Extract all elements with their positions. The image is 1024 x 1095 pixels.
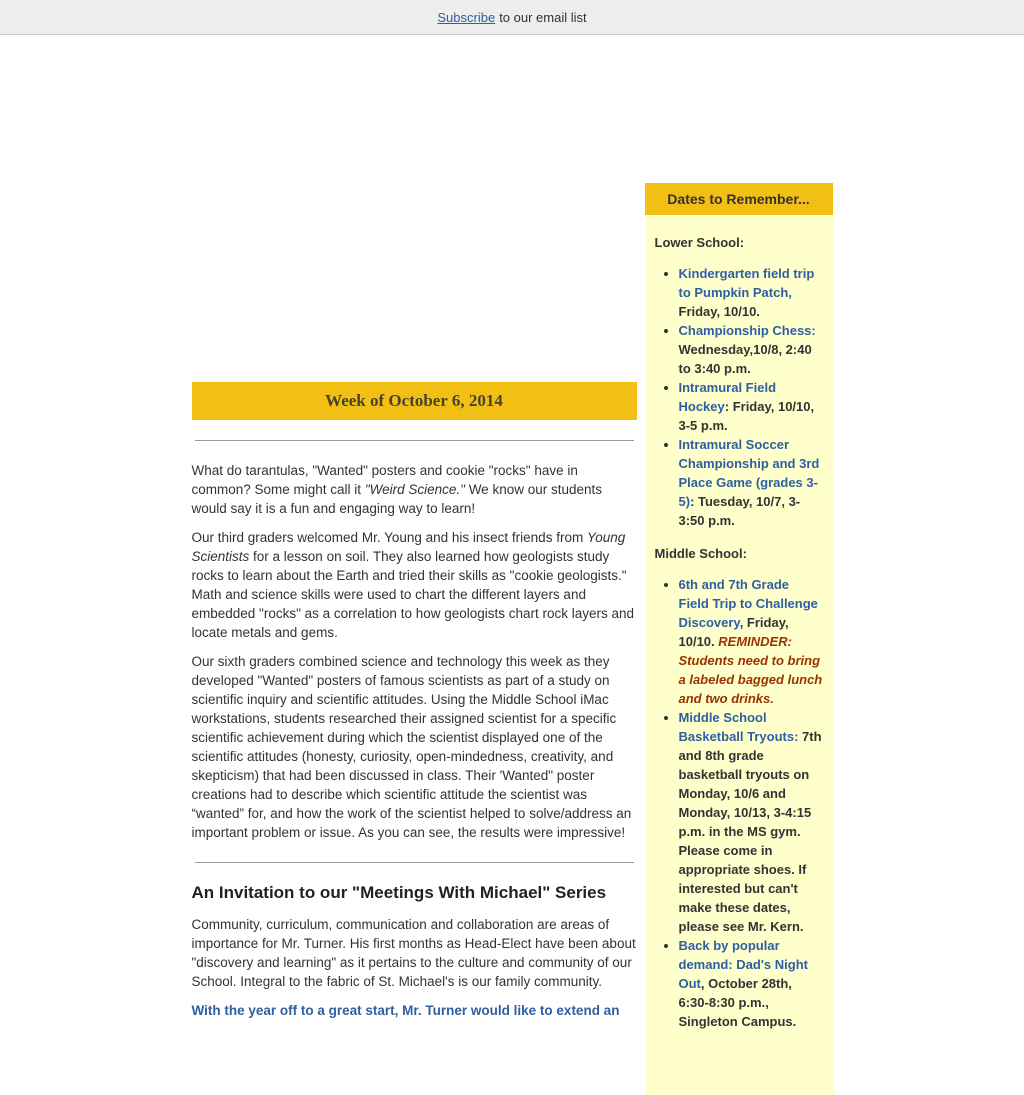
week-banner-title: Week of October 6, 2014 bbox=[325, 391, 503, 410]
event-link[interactable]: Kindergarten field trip to Pumpkin Patch, bbox=[678, 266, 815, 300]
paragraph-text: What do tarantulas, "Wanted" posters and cookie "rocks" have in common? Some might call it bbox=[191, 463, 578, 497]
paragraph-weird-science bbox=[192, 461, 637, 518]
paragraph-sixth-graders: Our sixth graders combined science and technology this week as they developed "Wanted" posters of famous scientists as part of a study on scientific inquiry and scientific attitudes. Using the Middle School iMac workstations, students researched their assigned scientist for a specific scientific achievement during which the scientist displayed one of the scientific attitudes (honesty, curiosity, open-mindedness, creativity, and skepticism) that had been discussed in class. Their 'Wanted" poster creations had to describe which scientific attitude the scientist was “wanted” for, and how the work of the scientist helped to solve/address an important problem or issue. As you can see, the results were impressive! bbox=[191, 654, 632, 840]
lower-school-list bbox=[655, 264, 823, 530]
event-detail: : Friday, 10/10, 3-5 p.m. bbox=[678, 399, 815, 433]
email-body bbox=[192, 35, 833, 1095]
paragraph-community: Community, curriculum, communication and collaboration are areas of importance for Mr. Turner. His first months as Head-Elect have been about "discovery and learning" as it pertains to the culture and community of our School. Integral to the fabric of St. Michael's is our family community. bbox=[191, 917, 636, 989]
event-item bbox=[679, 575, 823, 708]
paragraph-italic: Young Scientists bbox=[191, 530, 626, 564]
event-link[interactable]: 6th and 7th Grade Field Trip to Challenge Discovery bbox=[678, 577, 818, 630]
event-link[interactable]: Middle School Basketball Tryouts: bbox=[678, 710, 799, 744]
event-item bbox=[679, 435, 823, 530]
event-link[interactable]: Back by popular demand: Dad's Night Out bbox=[678, 938, 808, 991]
event-detail: , October 28th, 6:30-8:30 p.m., Singleton Campus. bbox=[678, 976, 797, 1029]
event-detail: , Friday, 10/10. bbox=[678, 615, 789, 649]
paragraph-italic: "Weird Science." bbox=[364, 482, 465, 497]
paragraph-third-graders bbox=[192, 528, 637, 642]
dates-header-title: Dates to Remember... bbox=[667, 191, 810, 207]
subscribe-text: to our email list bbox=[499, 9, 587, 25]
invitation-intro: With the year off to a great start, Mr. Turner would like to extend an bbox=[191, 1003, 620, 1018]
event-item bbox=[679, 936, 823, 1031]
event-detail: Wednesday,10/8, 2:40 to 3:40 p.m. bbox=[678, 342, 812, 376]
event-link[interactable]: Intramural Soccer Championship and 3rd Place Game (grades 3-5) bbox=[678, 437, 820, 509]
event-link[interactable]: Championship Chess: bbox=[678, 323, 816, 338]
subscribe-link[interactable]: Subscribe bbox=[437, 9, 496, 25]
sidebar bbox=[645, 35, 833, 1095]
dates-header bbox=[645, 183, 833, 215]
lower-school-heading: Lower School: bbox=[654, 235, 745, 250]
event-reminder: REMINDER: Students need to bring a labeled bagged lunch and two drinks. bbox=[678, 634, 823, 706]
event-detail: Friday, 10/10. bbox=[678, 304, 760, 319]
subscribe-bar bbox=[0, 0, 1024, 35]
paragraph-text: Our third graders welcomed Mr. Young and his insect friends from bbox=[191, 530, 587, 545]
middle-school-heading: Middle School: bbox=[654, 546, 747, 561]
middle-school-list bbox=[655, 575, 823, 1031]
event-link[interactable]: Intramural Field Hockey bbox=[678, 380, 777, 414]
event-detail: : Tuesday, 10/7, 3-3:50 p.m. bbox=[678, 494, 801, 528]
event-item bbox=[679, 708, 823, 936]
week-banner bbox=[192, 382, 637, 420]
paragraph-text: We know our students would say it is a fun and engaging way to learn! bbox=[191, 482, 603, 516]
event-detail: 7th and 8th grade basketball tryouts on Monday, 10/6 and Monday, 10/13, 3-4:15 p.m. in the MS gym. Please come in appropriate shoes. If interested but can't make these dates, please see Mr. Kern. bbox=[678, 729, 822, 934]
divider bbox=[195, 440, 634, 441]
event-item bbox=[679, 321, 823, 378]
divider bbox=[195, 862, 634, 863]
main-column bbox=[192, 35, 637, 1030]
dates-panel bbox=[645, 215, 833, 1095]
paragraph-text: for a lesson on soil. They also learned how geologists study rocks to learn about the Earth and tried their skills as "cookie geologists." Math and science skills were used to chart the different layers and embedded "rocks" as a correlation to how geologists chart rock layers and locate metals and gems. bbox=[191, 549, 635, 640]
section-heading: An Invitation to our "Meetings With Michael" Series bbox=[191, 883, 607, 902]
event-item bbox=[679, 264, 823, 321]
event-item bbox=[679, 378, 823, 435]
